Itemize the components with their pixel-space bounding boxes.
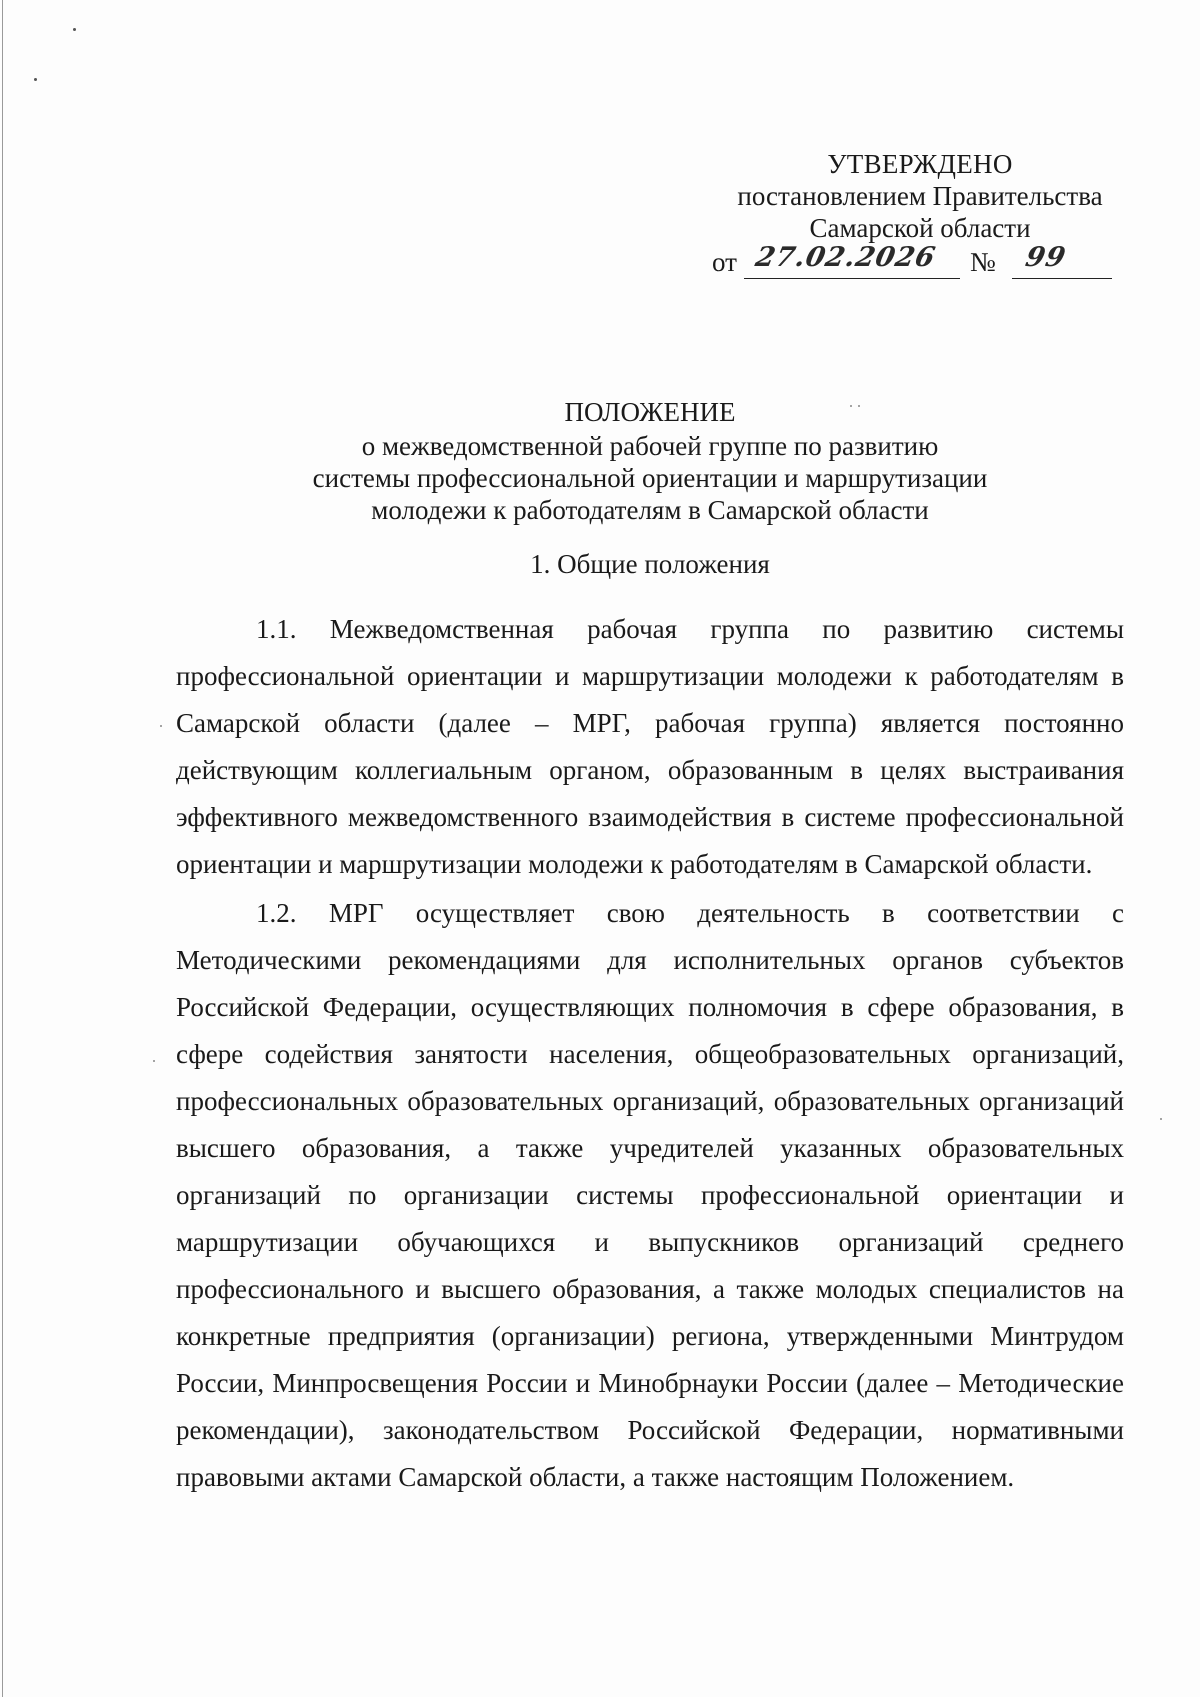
paragraph-1-1: 1.1. Межведомственная рабочая группа по развитию системы профессиональной ориентации и маршрутизации молодежи к работодателям в Самарской области (далее – МРГ, рабочая группа) является постоянно действующим коллегиальным органом, образованным в целях выстраивания эффективного межведомственного взаимодействия в системе профессиональной ориентации и маршрутизации молодежи к работодателям в Самарской области.: [176, 614, 1124, 879]
approval-date-number-line: [700, 244, 1140, 284]
paragraph-1-2: 1.2. МРГ осуществляет свою деятельность в соответствии с Методическими рекомендациями для исполнительных органов субъектов Российской Федерации, осуществляющих полномочия в сфере образования, в сфере содействия занятости населения, общеобразовательных организаций, профессиональных образовательных организаций, образовательных организаций высшего образования, а также учредителей указанных образовательных организаций по организации системы профессиональной ориентации и маршрутизации обучающихся и выпускников организаций среднего профессионального и высшего образования, а также молодых специалистов на конкретные предприятия (организации) региона, утвержденными Минтрудом России, Минпросвещения России и Минобрнауки России (далее – Методические рекомендации), законодательством Российской Федерации, нормативными правовыми актами Самарской области, а также настоящим Положением.: [176, 898, 1124, 1492]
document-subtitle-line-1: о межведомственной рабочей группе по развитию: [361, 431, 939, 461]
scan-speck: [1160, 1118, 1162, 1120]
handwritten-number: 99: [1022, 242, 1069, 273]
scan-speck: [153, 1060, 155, 1062]
document-title-block: [220, 396, 1080, 526]
handwritten-date: 27.02.2026: [752, 242, 939, 273]
scan-speck: [34, 78, 37, 81]
document-subtitle-line-3: молодежи к работодателям в Самарской области: [371, 495, 929, 525]
approval-line-2: Самарской области: [809, 213, 1031, 243]
document-title: ПОЛОЖЕНИЕ: [564, 397, 736, 427]
approval-heading: УТВЕРЖДЕНО: [827, 149, 1013, 179]
date-field: [744, 244, 960, 279]
document-body: [176, 606, 1124, 1501]
number-label: №: [970, 247, 996, 277]
document-subtitle-line-2: системы профессиональной ориентации и маршрутизации: [312, 463, 988, 493]
scan-speck: [73, 28, 76, 31]
from-label: от: [712, 247, 737, 277]
number-field: [1012, 244, 1112, 279]
scan-speck: [160, 725, 162, 727]
scan-left-edge: [2, 0, 3, 1697]
section-heading: 1. Общие положения: [530, 549, 770, 579]
approval-stamp-block: [700, 148, 1140, 284]
approval-line-1: постановлением Правительства: [737, 181, 1103, 211]
